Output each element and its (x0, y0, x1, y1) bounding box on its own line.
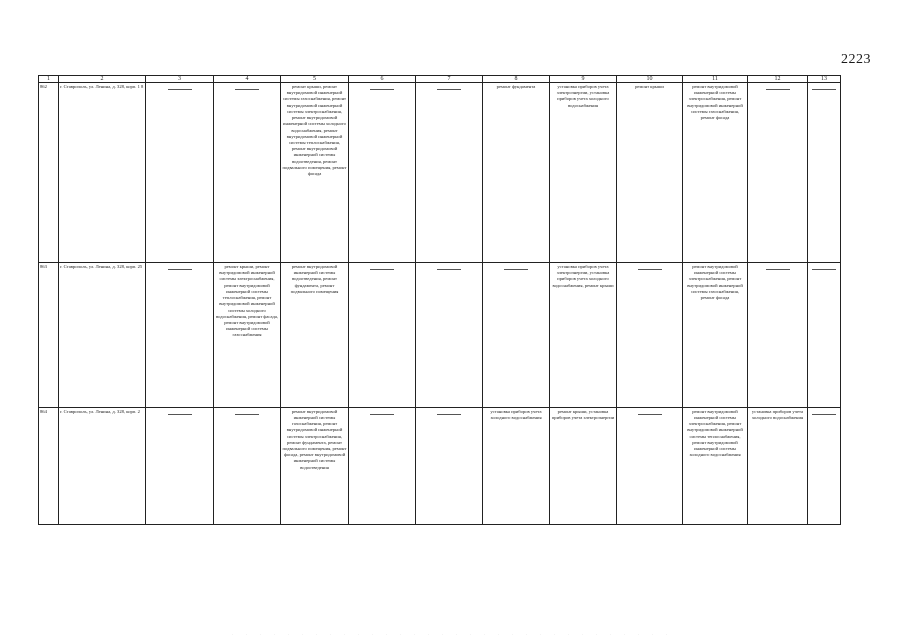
work-cell (748, 263, 808, 408)
address-cell: г. Ставрополь, ул. Ленина, д. 328, корп. 1 8 (59, 83, 146, 263)
work-cell (748, 83, 808, 263)
work-cell: ремонт крыши (617, 83, 683, 263)
work-cell (349, 263, 416, 408)
empty-dash (437, 89, 461, 90)
row-number: 862 (39, 83, 59, 263)
work-cell (146, 407, 214, 524)
row-number: 864 (39, 407, 59, 524)
column-number: 3 (146, 76, 214, 83)
empty-dash (638, 414, 662, 415)
table-row (39, 263, 841, 408)
column-number: 2 (59, 76, 146, 83)
work-cell: ремонт крыши, ремонт внутридомовой инженерной системы газоснабжения, ремонт внутридомовой инженерной системы электроснабжения, ремонт внутридомовой инженерной системы холодного водоснабжения, ремонт внутридомовой инженерной системы теплоснабжения, ремонт внутридомовой инженерной системы водоотведения, ремонт подвального помещения, ремонт фасада (281, 83, 349, 263)
work-cell: ремонт крыши, ремонт внутридомовой инженерной системы электроснабжения, ремонт внутридомовой инженерной системы теплоснабжения, ремонт внутридомовой инженерной системы холодного водоснабжения, ремонт фасада, ремонт внутридомовой инженерной системы газоснабжения (214, 263, 281, 408)
column-number: 6 (349, 76, 416, 83)
empty-dash (437, 414, 461, 415)
column-number: 10 (617, 76, 683, 83)
empty-dash (370, 269, 394, 270)
empty-dash (812, 414, 836, 415)
table-row (39, 407, 841, 524)
work-cell (349, 83, 416, 263)
work-cell (808, 407, 841, 524)
work-cell (146, 83, 214, 263)
column-number: 7 (416, 76, 483, 83)
page-number: 2223 (841, 52, 871, 67)
empty-dash (504, 269, 528, 270)
column-number: 1 (39, 76, 59, 83)
empty-dash (766, 89, 790, 90)
work-cell: ремонт внутридомовой инженерной системы электроснабжения, ремонт внутридомовой инженерной системы теплоснабжения, ремонт внутридомовой инженерной системы холодного водоснабжения (683, 407, 748, 524)
work-cell (808, 83, 841, 263)
empty-dash (370, 414, 394, 415)
work-cell (416, 407, 483, 524)
address-cell: г. Ставрополь, ул. Ленина, д. 328, корп. 2 (59, 407, 146, 524)
empty-dash (168, 414, 192, 415)
empty-dash (370, 89, 394, 90)
empty-dash (812, 269, 836, 270)
repair-schedule-table (38, 75, 841, 525)
work-cell (617, 263, 683, 408)
work-cell: установка приборов учета электроэнергии, установка приборов учета холодного водоснабжения, ремонт крыши (550, 263, 617, 408)
column-number: 5 (281, 76, 349, 83)
empty-dash (766, 269, 790, 270)
work-cell: ремонт крыши, установка приборов учета электроэнергии (550, 407, 617, 524)
empty-dash (168, 269, 192, 270)
empty-dash (437, 269, 461, 270)
empty-dash (638, 269, 662, 270)
column-number: 8 (483, 76, 550, 83)
row-number: 863 (39, 263, 59, 408)
work-cell (808, 263, 841, 408)
work-cell: ремонт внутридомовой инженерной системы газоснабжения, ремонт внутридомовой инженерной системы электроснабжения, ремонт фундамента, ремонт подвального помещения, ремонт фасада, ремонт внутридомовой инженерной системы водоотведения (281, 407, 349, 524)
table-row (39, 83, 841, 263)
work-cell (416, 83, 483, 263)
column-number: 4 (214, 76, 281, 83)
work-cell: установка приборов учета холодного водоснабжения (483, 407, 550, 524)
work-cell: установка приборов учета холодного водоснабжения (748, 407, 808, 524)
column-number: 12 (748, 76, 808, 83)
work-cell (214, 407, 281, 524)
empty-dash (235, 414, 259, 415)
work-cell (146, 263, 214, 408)
work-cell (483, 263, 550, 408)
empty-dash (812, 89, 836, 90)
column-number: 11 (683, 76, 748, 83)
column-number: 9 (550, 76, 617, 83)
work-cell: установка приборов учета электроэнергии, установка приборов учета холодного водоснабжения (550, 83, 617, 263)
work-cell (416, 263, 483, 408)
empty-dash (168, 89, 192, 90)
work-cell (617, 407, 683, 524)
empty-dash (235, 89, 259, 90)
work-cell: ремонт внутридомовой инженерной системы электроснабжения, ремонт внутридомовой инженерной системы газоснабжения, ремонт фасада (683, 263, 748, 408)
address-cell: г. Ставрополь, ул. Ленина, д. 328, корп. 25 (59, 263, 146, 408)
work-cell: ремонт внутридомовой инженерной системы электроснабжения, ремонт внутридомовой инженерной системы газоснабжения, ремонт фасада (683, 83, 748, 263)
column-number-row (39, 76, 841, 83)
work-cell: ремонт внутридомовой инженерной системы водоотведения, ремонт фундамента, ремонт подвального помещения (281, 263, 349, 408)
work-cell (349, 407, 416, 524)
work-cell: ремонт фундамента (483, 83, 550, 263)
column-number: 13 (808, 76, 841, 83)
table-body (39, 76, 841, 525)
work-cell (214, 83, 281, 263)
scan-noise: . . . . . . . . . . . . . . . . . . . . . . . . . . . . . . . . (232, 631, 673, 636)
